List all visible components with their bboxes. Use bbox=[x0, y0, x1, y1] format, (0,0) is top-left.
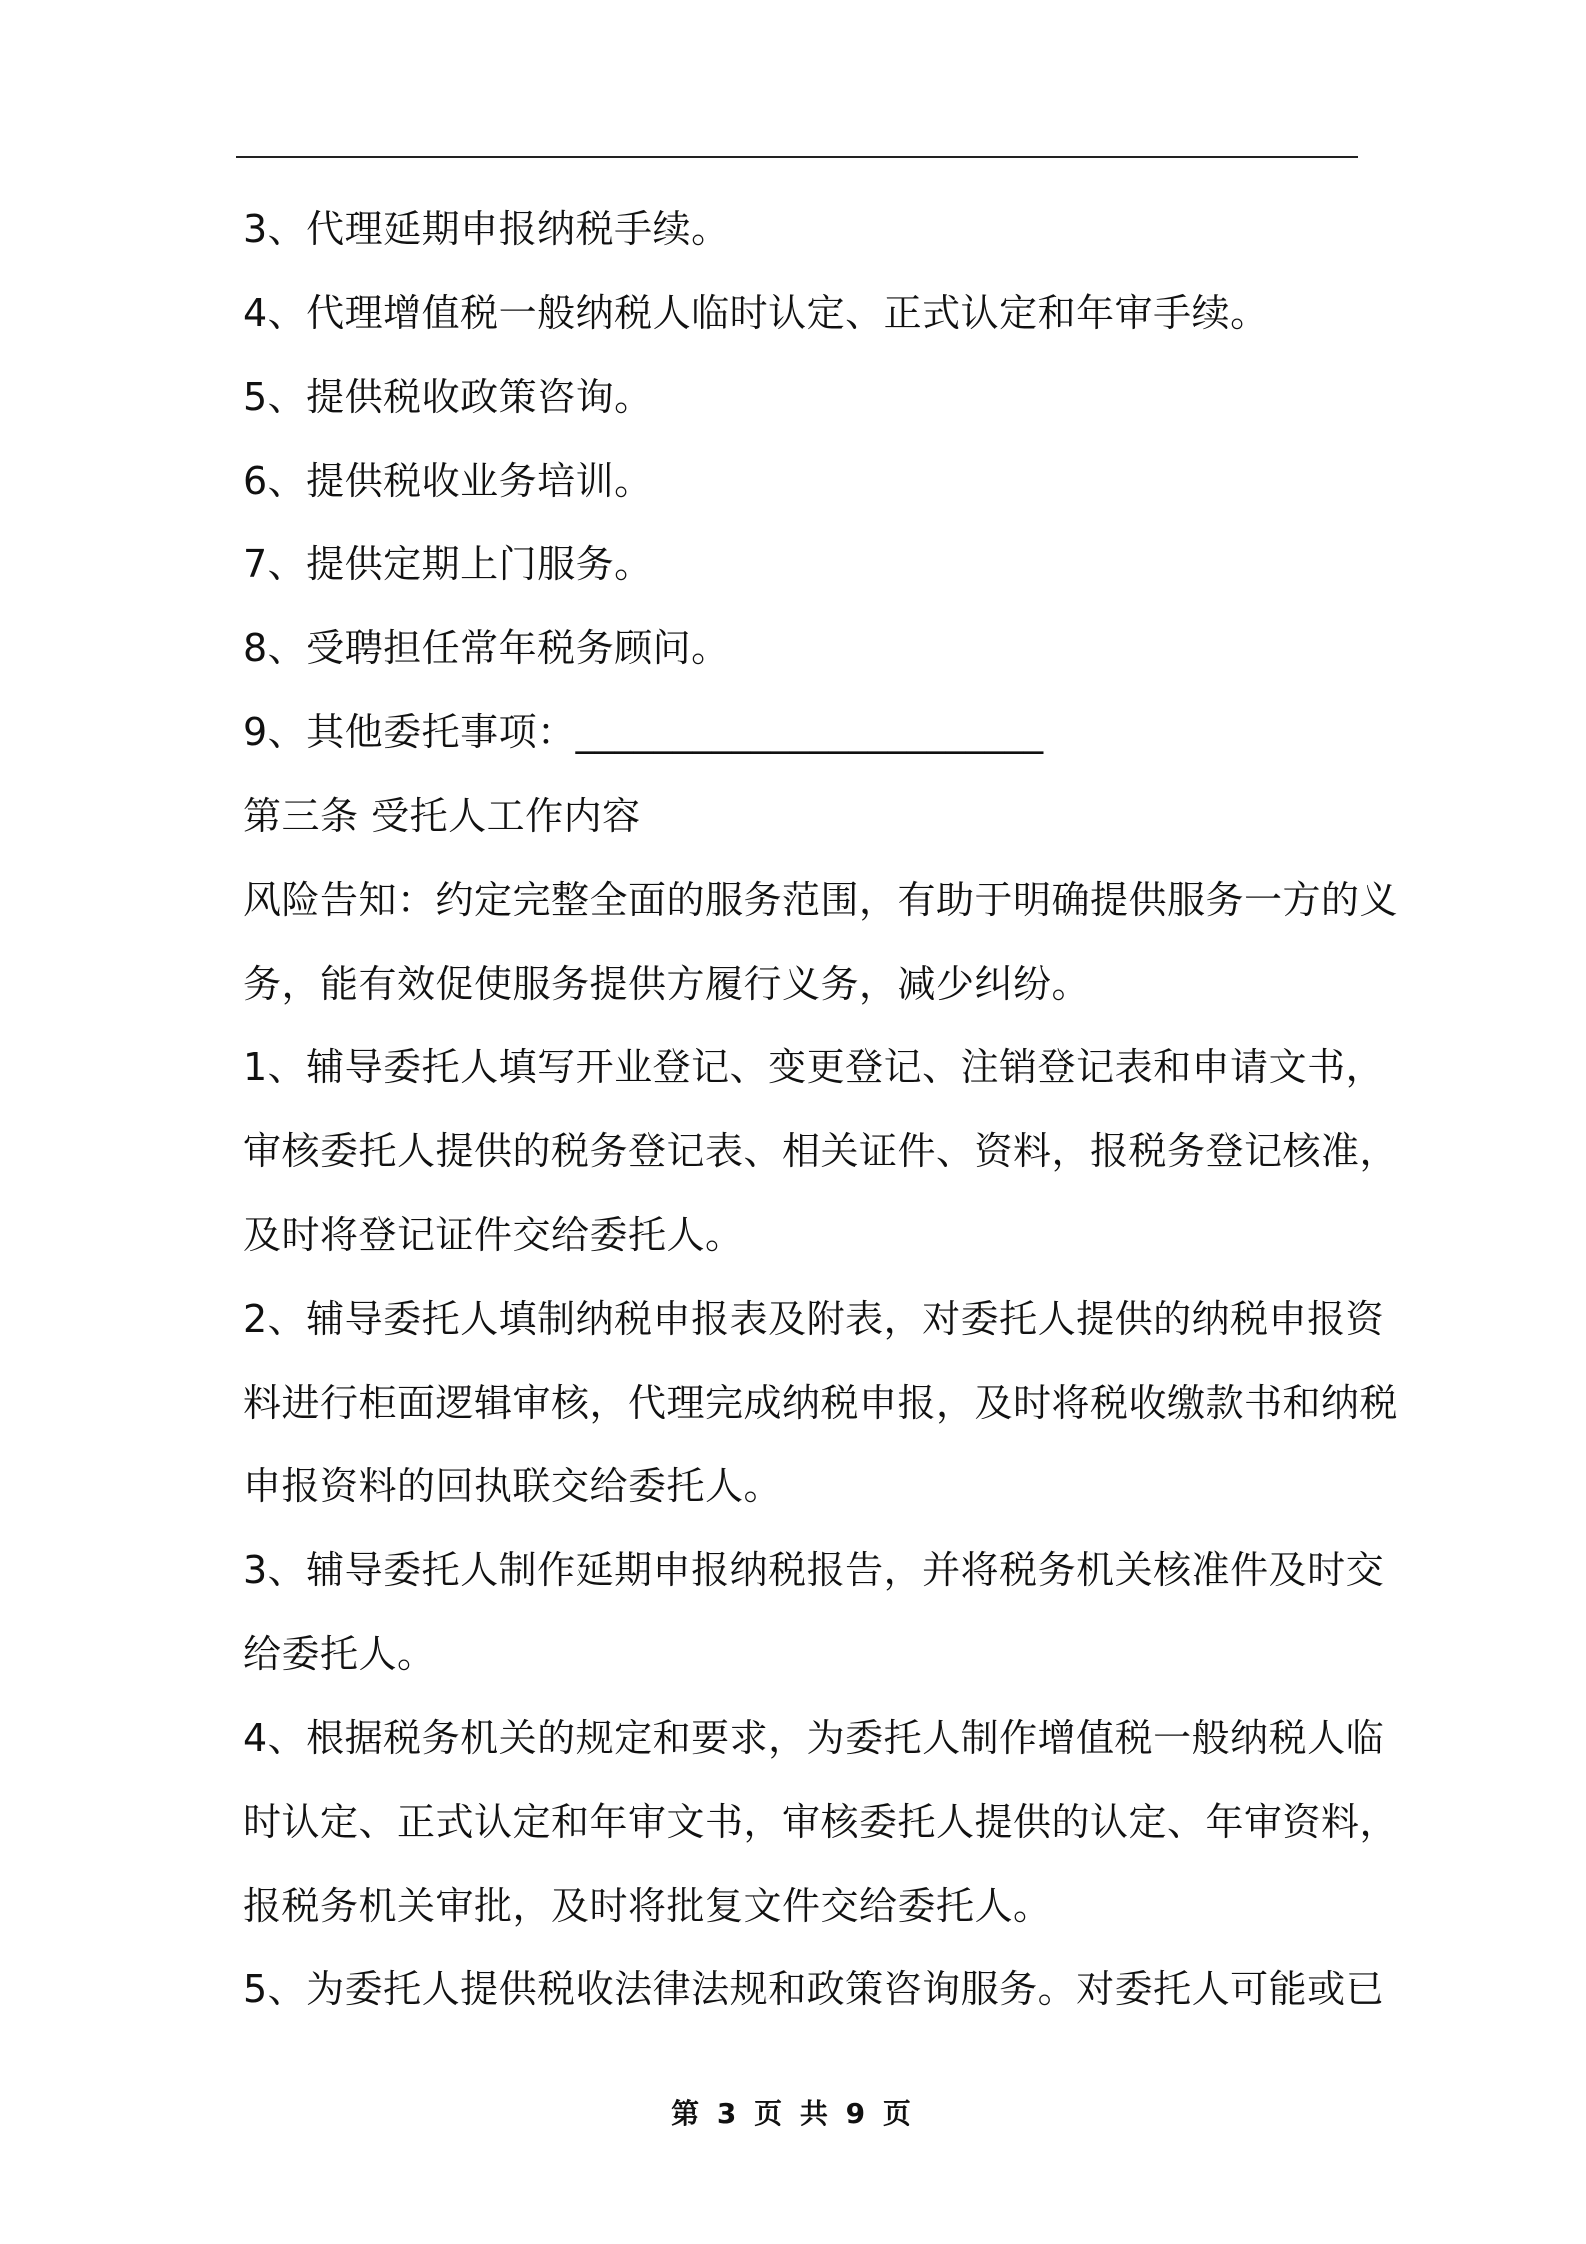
text-line: 5、为委托人提供税收法律法规和政策咨询服务。对委托人可能或已 bbox=[243, 1967, 1385, 2011]
text-line: 4、根据税务机关的规定和要求，为委托人制作增值税一般纳税人临 bbox=[243, 1716, 1385, 1760]
text-line: 务，能有效促使服务提供方履行义务，减少纠纷。 bbox=[243, 962, 1091, 1006]
text-line: 8、受聘担任常年税务顾问。 bbox=[243, 626, 730, 670]
text-line: 时认定、正式认定和年审文书，审核委托人提供的认定、年审资料， bbox=[243, 1800, 1399, 1844]
text-line: 给委托人。 bbox=[243, 1632, 436, 1676]
text-line: 7、提供定期上门服务。 bbox=[243, 542, 653, 586]
text-line: 1、辅导委托人填写开业登记、变更登记、注销登记表和申请文书， bbox=[243, 1045, 1385, 1089]
text-line: 2、辅导委托人填制纳税申报表及附表，对委托人提供的纳税申报资 bbox=[243, 1297, 1385, 1341]
text-line: 风险告知：约定完整全面的服务范围，有助于明确提供服务一方的义 bbox=[243, 878, 1399, 922]
text-line: 报税务机关审批，及时将批复文件交给委托人。 bbox=[243, 1884, 1052, 1928]
header-rule bbox=[236, 156, 1358, 158]
text-line: 申报资料的回执联交给委托人。 bbox=[243, 1464, 783, 1508]
text-line: 及时将登记证件交给委托人。 bbox=[243, 1213, 744, 1257]
page-footer: 第 3 页 共 9 页 bbox=[671, 2097, 915, 2130]
text-line: 4、代理增值税一般纳税人临时认定、正式认定和年审手续。 bbox=[243, 291, 1269, 335]
text-line: 5、提供税收政策咨询。 bbox=[243, 375, 653, 419]
text-line: 3、代理延期申报纳税手续。 bbox=[243, 207, 730, 251]
text-line: 料进行柜面逻辑审核，代理完成纳税申报，及时将税收缴款书和纳税 bbox=[243, 1381, 1399, 1425]
text-line: 6、提供税收业务培训。 bbox=[243, 459, 653, 503]
text-line: 审核委托人提供的税务登记表、相关证件、资料，报税务登记核准， bbox=[243, 1129, 1399, 1173]
text-line: 3、辅导委托人制作延期申报纳税报告，并将税务机关核准件及时交 bbox=[243, 1548, 1385, 1592]
section-heading: 第三条 受托人工作内容 bbox=[243, 794, 641, 838]
text-line: 9、其他委托事项：________________________ bbox=[243, 710, 1044, 754]
